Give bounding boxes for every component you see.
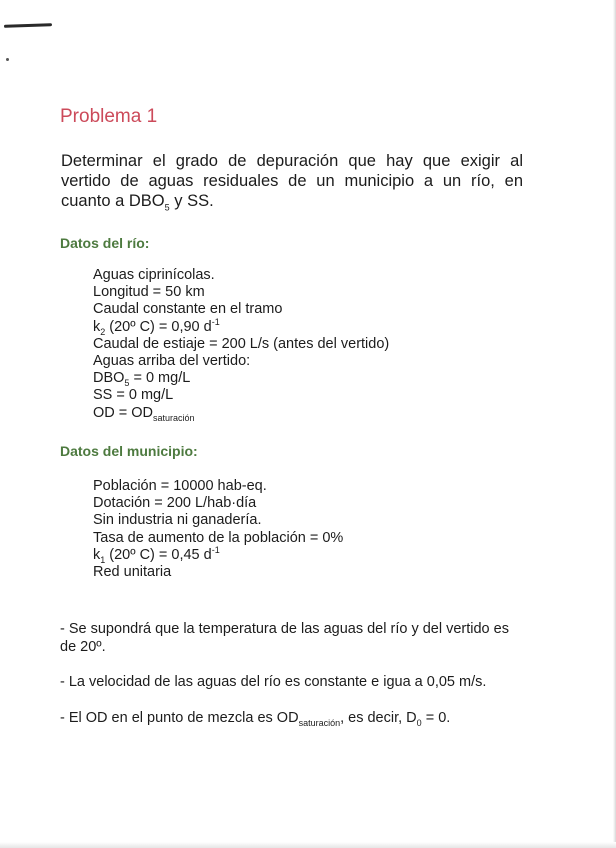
note-dissolved-oxygen: - El OD en el punto de mezcla es $OD_{saturación}$, es decir, $D_0 = 0$.: [60, 710, 451, 728]
statement-text-end: y SS.: [169, 192, 214, 210]
river-ss: SS = 0 mg/L: [93, 387, 174, 404]
river-k2: $k_2$ (20º C) = 0,90 $d^{-1}$: [93, 316, 220, 337]
scan-mark: [4, 23, 52, 28]
municipality-industry: Sin industria ni ganadería.: [93, 512, 262, 529]
note-velocity: - La velocidad de las aguas del río es constante e igua a 0,05 m/s.: [60, 674, 487, 690]
river-low-flow: Caudal de estiaje = 200 L/s (antes del vertido): [93, 335, 390, 352]
river-water-type: Aguas ciprinícolas.: [93, 267, 215, 283]
river-bod: $DBO_5 = 0$ mg/L: [93, 370, 191, 389]
municipality-k1: $k_1$ (20º C) = 0,45 $d^{-1}$: [93, 544, 220, 565]
river-length: Longitud = 50 km: [93, 284, 205, 301]
municipality-allocation: Dotación = 200 L/hab·día: [93, 495, 257, 512]
municipality-growth-rate: Tasa de aumento de la población = 0%: [93, 529, 344, 546]
river-data-list: [93, 267, 389, 422]
municipality-population: Población = 10000 hab-eq.: [93, 478, 267, 494]
municipality-data-list: [93, 478, 343, 581]
statement-subscript: 5: [164, 202, 170, 213]
problem-title: Problema 1: [60, 106, 158, 127]
scan-edge-bottom: [0, 842, 616, 848]
municipality-data-heading: Datos del municipio:: [60, 443, 198, 459]
note-temperature: - Se supondrá que la temperatura de las aguas del río y del vertido es de 20º.: [60, 621, 509, 655]
river-data-heading: Datos del río:: [60, 235, 150, 251]
statement-text: Determinar el grado de depuración que hay que exigir al vertido de aguas residuales de un municipio a un río, en cuanto a DBO: [61, 152, 523, 210]
problem-statement: [61, 151, 523, 211]
municipality-network: Red unitaria: [93, 564, 172, 581]
river-constant-flow: Caudal constante en el tramo: [93, 301, 283, 318]
river-od: OD = $OD_{saturación}$: [93, 404, 195, 423]
scan-dot: [6, 58, 9, 61]
river-upstream: Aguas arriba del vertido:: [93, 353, 251, 370]
